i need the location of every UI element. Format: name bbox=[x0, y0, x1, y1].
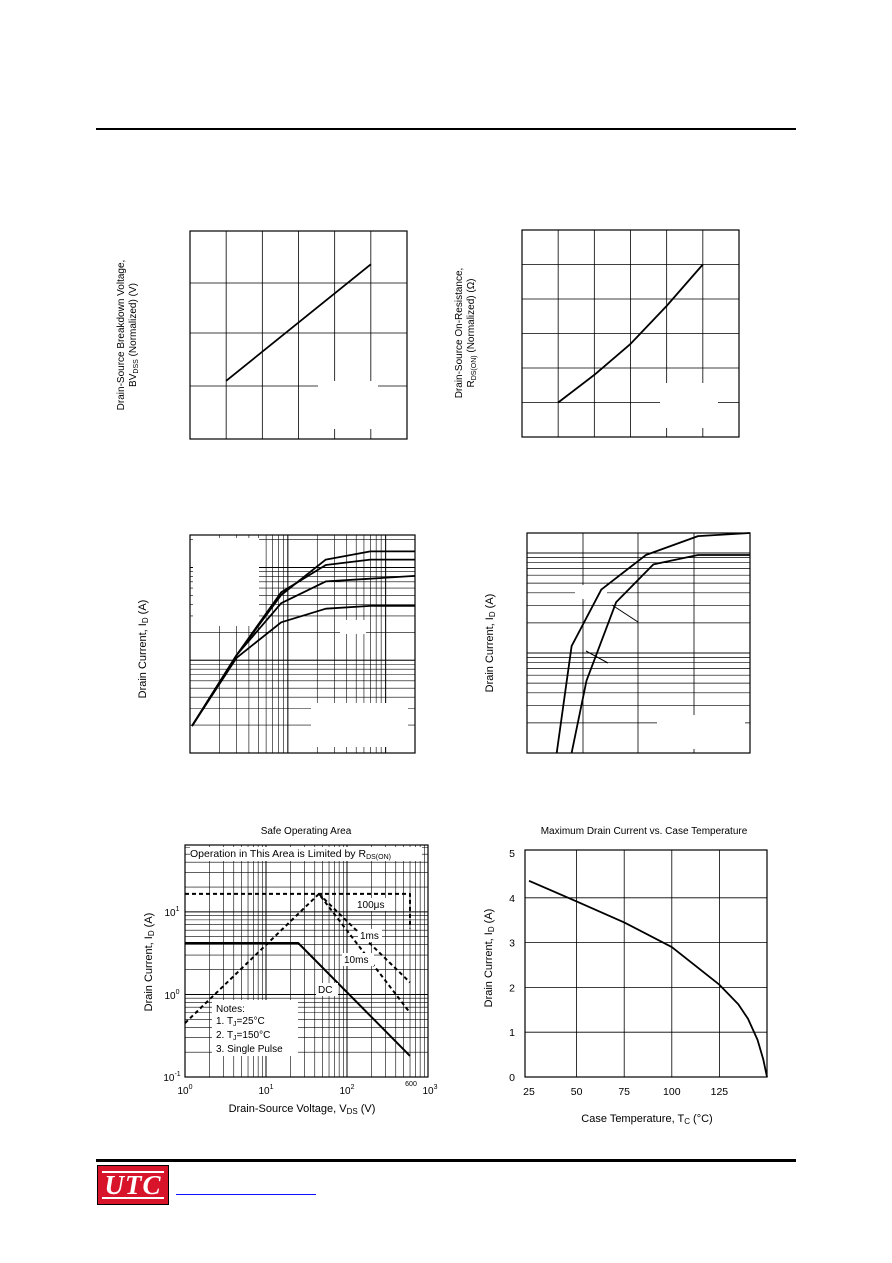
y-tick-label: 0 bbox=[509, 1072, 515, 1084]
plot-frame bbox=[525, 850, 767, 1077]
x-tick-label: 75 bbox=[618, 1086, 631, 1098]
y-axis-label-2: $R_{DS(ON)}$ (Normalized) (Ω) bbox=[466, 278, 478, 388]
note-2: 2. $T_J=150^\circ C$ bbox=[216, 1030, 271, 1042]
label-1ms: 1ms bbox=[360, 931, 379, 942]
chart-safe-operating-area bbox=[143, 826, 438, 1116]
y-axis-label: Drain-Source Breakdown Voltage, bbox=[116, 259, 127, 411]
leader-line bbox=[612, 605, 638, 622]
y-axis-label: Drain Current, ID (A) bbox=[483, 908, 496, 1008]
notes-blank bbox=[311, 703, 408, 747]
chart-on-resistance bbox=[454, 230, 739, 437]
series-line bbox=[529, 881, 767, 1077]
y-tick-label: $10^{-1}$ bbox=[163, 1071, 181, 1084]
y-tick-label: 1 bbox=[509, 1027, 515, 1040]
chart-output-characteristics bbox=[137, 535, 415, 753]
y-tick-label: 3 bbox=[509, 937, 515, 950]
y-tick-label: 5 bbox=[509, 848, 515, 860]
legend-blank bbox=[318, 381, 378, 429]
chart-title: Maximum Drain Current vs. Case Temperature bbox=[540, 826, 748, 837]
legend-blank bbox=[660, 383, 718, 428]
x-tick-label: 50 bbox=[570, 1086, 583, 1098]
chart-transfer-characteristics bbox=[484, 533, 750, 753]
y-axis-label-2: $BV_{DSS}$ (Normalized) (V) bbox=[128, 283, 140, 387]
y-axis-label: Drain Current, ID (A) bbox=[143, 912, 156, 1012]
x-tick-label: 125 bbox=[710, 1086, 729, 1098]
chart-breakdown-voltage bbox=[116, 231, 407, 439]
x-tick-label: $10^1$ bbox=[258, 1084, 274, 1097]
label-blank bbox=[340, 620, 366, 634]
y-tick-label: $10^0$ bbox=[164, 989, 180, 1002]
y-tick-label: 2 bbox=[509, 982, 515, 995]
x-axis-label: Drain-Source Voltage, VDS (V) bbox=[228, 1103, 376, 1116]
x-tick-label: 100 bbox=[663, 1086, 681, 1098]
chart-drain-current-vs-temperature bbox=[483, 826, 767, 1126]
x-tick-label: 25 bbox=[523, 1086, 535, 1098]
label-dc: DC bbox=[318, 985, 333, 996]
bottom-rule bbox=[96, 1159, 796, 1162]
label-100us: 100μs bbox=[357, 900, 385, 911]
x-tick-label: $10^2$ bbox=[339, 1084, 355, 1097]
logo-text: UTC bbox=[104, 1170, 162, 1200]
x-tick-label: $10^0$ bbox=[177, 1084, 193, 1097]
y-axis-label: Drain Current, ID (A) bbox=[484, 593, 497, 693]
limit-note: Operation in This Area is Limited by RDS(ON) bbox=[190, 848, 391, 861]
legend-blank bbox=[193, 538, 259, 626]
y-axis-label: Drain-Source On-Resistance, bbox=[454, 267, 465, 399]
notes-blank bbox=[657, 715, 745, 749]
y-tick-label: $10^1$ bbox=[164, 906, 180, 919]
chart-title: Safe Operating Area bbox=[260, 826, 352, 837]
note-3: 3. Single Pulse bbox=[216, 1044, 283, 1055]
note-title: Notes: bbox=[216, 1004, 245, 1015]
label-10ms: 10ms bbox=[344, 955, 369, 966]
company-logo bbox=[97, 1165, 169, 1205]
x-axis-label: Case Temperature, TC (°C) bbox=[581, 1113, 713, 1126]
x-tick-label: $10^3$ bbox=[422, 1084, 438, 1097]
website-link-underline[interactable] bbox=[176, 1194, 316, 1195]
note-1: 1. $T_J=25^\circ C$ bbox=[216, 1016, 265, 1028]
x-tick-label: 600 bbox=[405, 1081, 417, 1088]
y-tick-label: 4 bbox=[509, 892, 515, 905]
label-blank bbox=[575, 585, 607, 599]
y-axis-label: Drain Current, ID (A) bbox=[137, 599, 150, 699]
